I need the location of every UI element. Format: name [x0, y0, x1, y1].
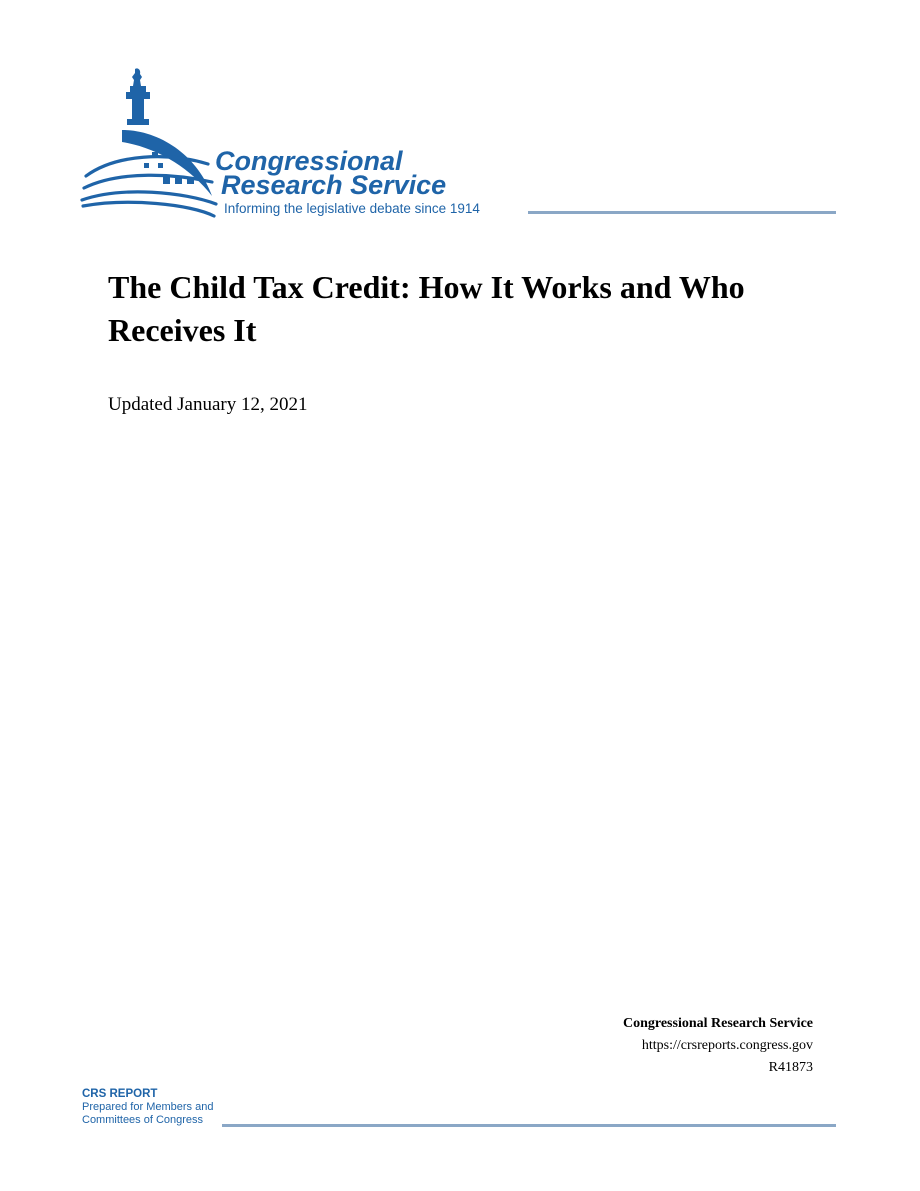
logo-tagline: Informing the legislative debate since 1914 [224, 201, 480, 216]
capitol-dome-icon [80, 64, 220, 224]
publisher-url[interactable]: https://crsreports.congress.gov [641, 1038, 813, 1053]
report-title: The Child Tax Credit: How It Works and Who Receives It [108, 269, 745, 348]
crs-logo [80, 64, 840, 224]
crs-report-label: CRS REPORT [82, 1088, 158, 1100]
footer-line2: Committees of Congress [82, 1114, 204, 1126]
logo-name-line2: Research Service [221, 170, 447, 200]
updated-date: Updated January 12, 2021 [108, 394, 308, 415]
publisher-block [623, 1013, 813, 1079]
footer-line1: Prepared for Members and [82, 1101, 214, 1113]
publisher-name: Congressional Research Service [622, 1016, 813, 1031]
crs-report-footer [82, 1088, 213, 1127]
logo-rule [528, 211, 836, 214]
logo-name-line1: Congressional [215, 146, 403, 176]
footer-rule [222, 1124, 836, 1127]
report-number: R41873 [768, 1060, 813, 1075]
